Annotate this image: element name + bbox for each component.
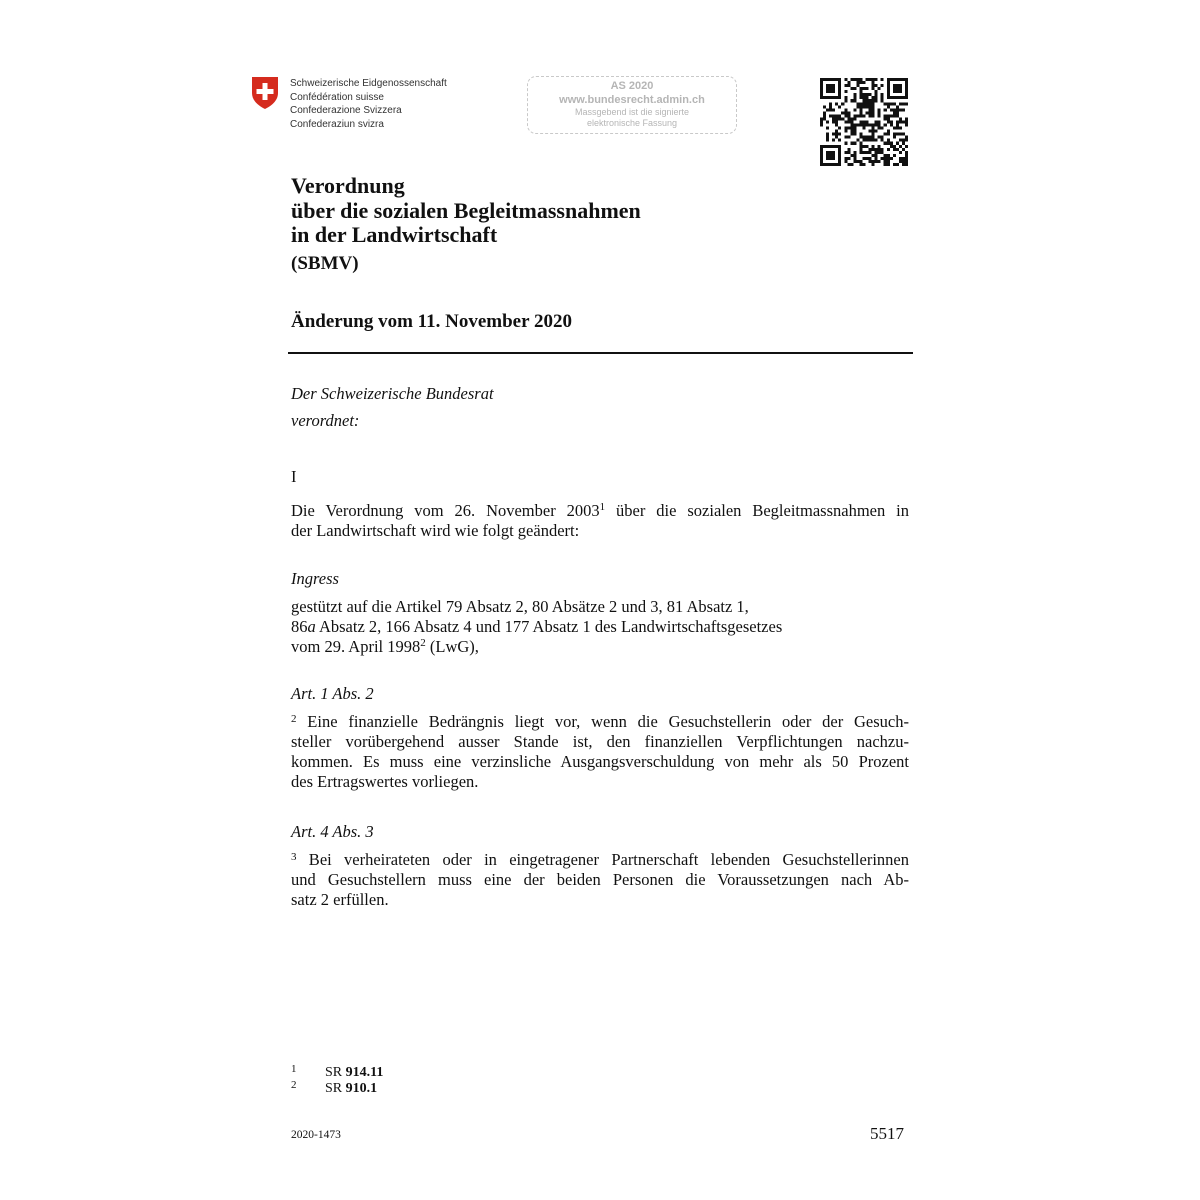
footnote-reference: 914.11 xyxy=(345,1065,384,1080)
footnote-number: 1 xyxy=(291,1063,297,1075)
section-number: I xyxy=(291,467,297,486)
stamp-url: www.bundesrecht.admin.ch xyxy=(559,94,705,106)
paragraph-number: 2 xyxy=(291,713,297,725)
footnote-1 xyxy=(291,1065,491,1080)
intro-line-1: Die Verordnung vom 26. November 2003$^1$ über die sozialen Begleitmassnahmen in xyxy=(291,501,909,520)
swiss-coat-of-arms-icon xyxy=(251,76,279,110)
footnote-2 xyxy=(291,1081,491,1096)
stamp-note-1: Massgebend ist die signierte xyxy=(574,107,690,117)
title-divider xyxy=(288,352,913,354)
ingress-line-3: vom 29. April 1998$^2$ (LwG), xyxy=(291,637,479,656)
document-title xyxy=(291,174,641,248)
article-1-line-2: steller vorübergehend ausser Stande ist, den finanziellen Verpflichtungen nachzu- xyxy=(291,732,909,751)
article-1-line-4: des Ertragswertes vorliegen. xyxy=(291,772,479,791)
ingress-heading: Ingress xyxy=(291,569,339,588)
intro-line-2: der Landwirtschaft wird wie folgt geändert: xyxy=(291,521,580,540)
ingress-line-2: 86a Absatz 2, 166 Absatz 4 und 177 Absatz 1 des Landwirtschaftsgesetzes xyxy=(291,617,783,636)
document-abbreviation: (SBMV) xyxy=(291,253,359,274)
article-4-paragraph xyxy=(291,850,909,910)
footnote-prefix: SR xyxy=(325,1065,346,1080)
paragraph-number: 3 xyxy=(291,851,297,863)
footnote-number: 2 xyxy=(291,1079,297,1091)
footnote-ref-1[interactable]: 1 xyxy=(599,501,606,513)
decree-verb: verordnet: xyxy=(291,411,360,430)
title-line-3: in der Landwirtschaft xyxy=(291,222,498,247)
official-publication-stamp xyxy=(527,76,737,134)
intro-paragraph xyxy=(291,501,909,541)
article-4-line-2: und Gesuchstellern muss eine der beiden Personen die Voraussetzungen nach Ab- xyxy=(291,870,909,889)
confederation-name-rm: Confederaziun svizra xyxy=(290,118,384,130)
amendment-date: Änderung vom 11. November 2020 xyxy=(291,311,572,332)
article-1-line-3: kommen. Es muss eine verzinsliche Ausgangsverschuldung von mehr als 50 Prozent xyxy=(291,752,909,771)
enactor: Der Schweizerische Bundesrat xyxy=(291,384,494,403)
stamp-collection: AS 2020 xyxy=(610,80,654,92)
stamp-note-2: elektronische Fassung xyxy=(586,118,678,128)
ingress-text xyxy=(291,597,911,657)
article-1-paragraph xyxy=(291,712,909,792)
page-number: 5517 xyxy=(870,1124,904,1143)
ingress-line-1: gestützt auf die Artikel 79 Absatz 2, 80 Absätze 2 und 3, 81 Absatz 1, xyxy=(291,597,749,616)
document-id: 2020-1473 xyxy=(291,1129,341,1141)
article-4-line-1: $^3$ Bei verheirateten oder in eingetragener Partnerschaft lebenden Gesuchstellerinnen xyxy=(291,850,909,869)
footnote-reference: 910.1 xyxy=(345,1081,378,1096)
confederation-names xyxy=(290,77,447,131)
footnote-ref-2[interactable]: 2 xyxy=(420,637,426,649)
article-4-heading: Art. 4 Abs. 3 xyxy=(291,822,374,841)
qr-code-icon xyxy=(820,78,908,166)
article-1-line-1: $^2$ Eine finanzielle Bedrängnis liegt vor, wenn die Gesuchstellerin oder der Gesuch- xyxy=(291,712,909,731)
article-1-heading: Art. 1 Abs. 2 xyxy=(291,684,374,703)
title-line-2: über die sozialen Begleitmassnahmen xyxy=(291,197,641,223)
confederation-name-it: Confederazione Svizzera xyxy=(290,105,402,116)
footnote-prefix: SR xyxy=(325,1081,346,1096)
confederation-name-de: Schweizerische Eidgenossenschaft xyxy=(290,78,447,89)
title-line-1: Verordnung xyxy=(291,173,405,198)
article-4-line-3: satz 2 erfüllen. xyxy=(291,890,389,909)
confederation-name-fr: Confédération suisse xyxy=(290,91,384,103)
